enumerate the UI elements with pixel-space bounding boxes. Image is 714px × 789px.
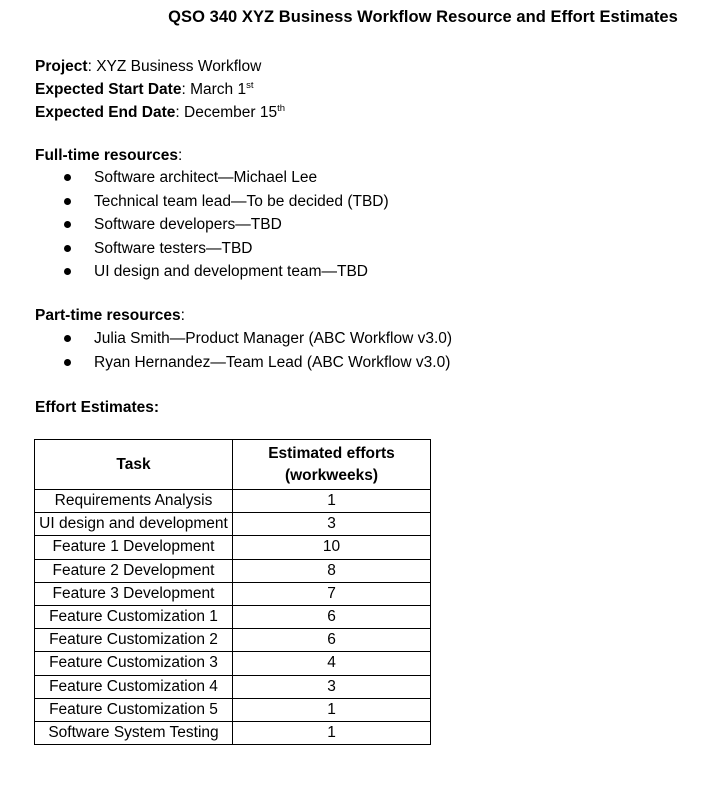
task-cell: Feature Customization 1: [35, 605, 233, 628]
task-cell: Feature Customization 2: [35, 629, 233, 652]
table-row: [35, 559, 431, 582]
weeks-cell: 1: [233, 490, 431, 513]
table-row: [35, 721, 431, 744]
start-date-suffix: st: [246, 79, 254, 91]
weeks-cell: 6: [233, 629, 431, 652]
part-time-heading: Part-time resources:: [35, 307, 185, 324]
end-date-label: Expected End Date: [35, 104, 176, 121]
bullet-icon: [64, 268, 71, 275]
bullet-icon: [64, 335, 71, 342]
bullet-icon: [64, 221, 71, 228]
bullet-icon: [64, 359, 71, 366]
list-item-text: Software architect—Michael Lee: [94, 169, 318, 186]
bullet-icon: [64, 174, 71, 181]
table-row: [35, 582, 431, 605]
project-meta: [35, 55, 285, 124]
list-item-text: Software testers—TBD: [94, 239, 253, 257]
table-row: [35, 513, 431, 536]
list-item-text: Technical team lead—To be decided (TBD): [94, 192, 389, 210]
end-date-suffix: th: [277, 102, 286, 114]
end-date-value: December 15: [184, 104, 278, 121]
list-item: [35, 213, 389, 237]
document-title: QSO 340 XYZ Business Workflow Resource and Effort Estimates: [168, 8, 678, 26]
task-cell: Feature 2 Development: [35, 559, 233, 582]
effort-heading: Effort Estimates:: [35, 399, 160, 416]
weeks-cell: 10: [233, 536, 431, 559]
table-row: [35, 605, 431, 628]
list-item-text: Julia Smith—Product Manager (ABC Workflow v3.0): [94, 330, 453, 347]
estimate-column-header: [233, 440, 431, 490]
list-item-text: UI design and development team—TBD: [94, 263, 368, 280]
part-time-heading-text: Part-time resources: [35, 307, 181, 324]
list-item: [35, 166, 389, 190]
list-item: [35, 237, 389, 261]
start-date-line: Expected Start Date: March 1st: [35, 79, 254, 98]
project-label: Project: [35, 58, 88, 75]
table-row: [35, 698, 431, 721]
full-time-heading: Full-time resources:: [35, 147, 183, 164]
task-cell: Requirements Analysis: [35, 490, 233, 513]
table-row: [35, 652, 431, 675]
start-date-value: March 1: [190, 81, 247, 98]
weeks-cell: 3: [233, 513, 431, 536]
table-row: [35, 490, 431, 513]
table-row: [35, 629, 431, 652]
start-date-label: Expected Start Date: [35, 81, 182, 98]
weeks-cell: 4: [233, 652, 431, 675]
weeks-cell: 6: [233, 605, 431, 628]
list-item: [35, 260, 389, 284]
table-row: [35, 675, 431, 698]
project-value: XYZ Business Workflow: [96, 58, 262, 75]
weeks-cell: 7: [233, 582, 431, 605]
weeks-cell: 3: [233, 675, 431, 698]
full-time-heading-text: Full-time resources: [35, 147, 178, 164]
weeks-cell: 1: [233, 721, 431, 744]
list-item: [35, 190, 389, 214]
task-cell: Feature 1 Development: [35, 536, 233, 559]
list-item: [35, 351, 452, 375]
weeks-cell: 8: [233, 559, 431, 582]
table-row: [35, 536, 431, 559]
full-time-list: [35, 166, 389, 284]
bullet-icon: [64, 245, 71, 252]
task-column-header: Task: [35, 440, 233, 490]
task-cell: Feature Customization 4: [35, 675, 233, 698]
task-cell: Feature Customization 3: [35, 652, 233, 675]
table-header-row: [35, 440, 431, 490]
project-line: Project: XYZ Business Workflow: [35, 58, 262, 75]
estimate-header-line2: (workweeks): [284, 466, 379, 484]
estimate-header-line1: Estimated efforts: [268, 444, 395, 462]
bullet-icon: [64, 198, 71, 205]
task-cell: Feature Customization 5: [35, 698, 233, 721]
end-date-line: Expected End Date: December 15th: [35, 102, 286, 121]
task-cell: Software System Testing: [35, 721, 233, 744]
effort-table: [34, 439, 431, 745]
list-item: [35, 327, 452, 351]
list-item-text: Ryan Hernandez—Team Lead (ABC Workflow v3.0): [94, 353, 451, 371]
list-item-text: Software developers—TBD: [94, 216, 282, 233]
part-time-list: [35, 327, 452, 374]
task-cell: UI design and development: [35, 513, 233, 536]
task-cell: Feature 3 Development: [35, 582, 233, 605]
weeks-cell: 1: [233, 698, 431, 721]
